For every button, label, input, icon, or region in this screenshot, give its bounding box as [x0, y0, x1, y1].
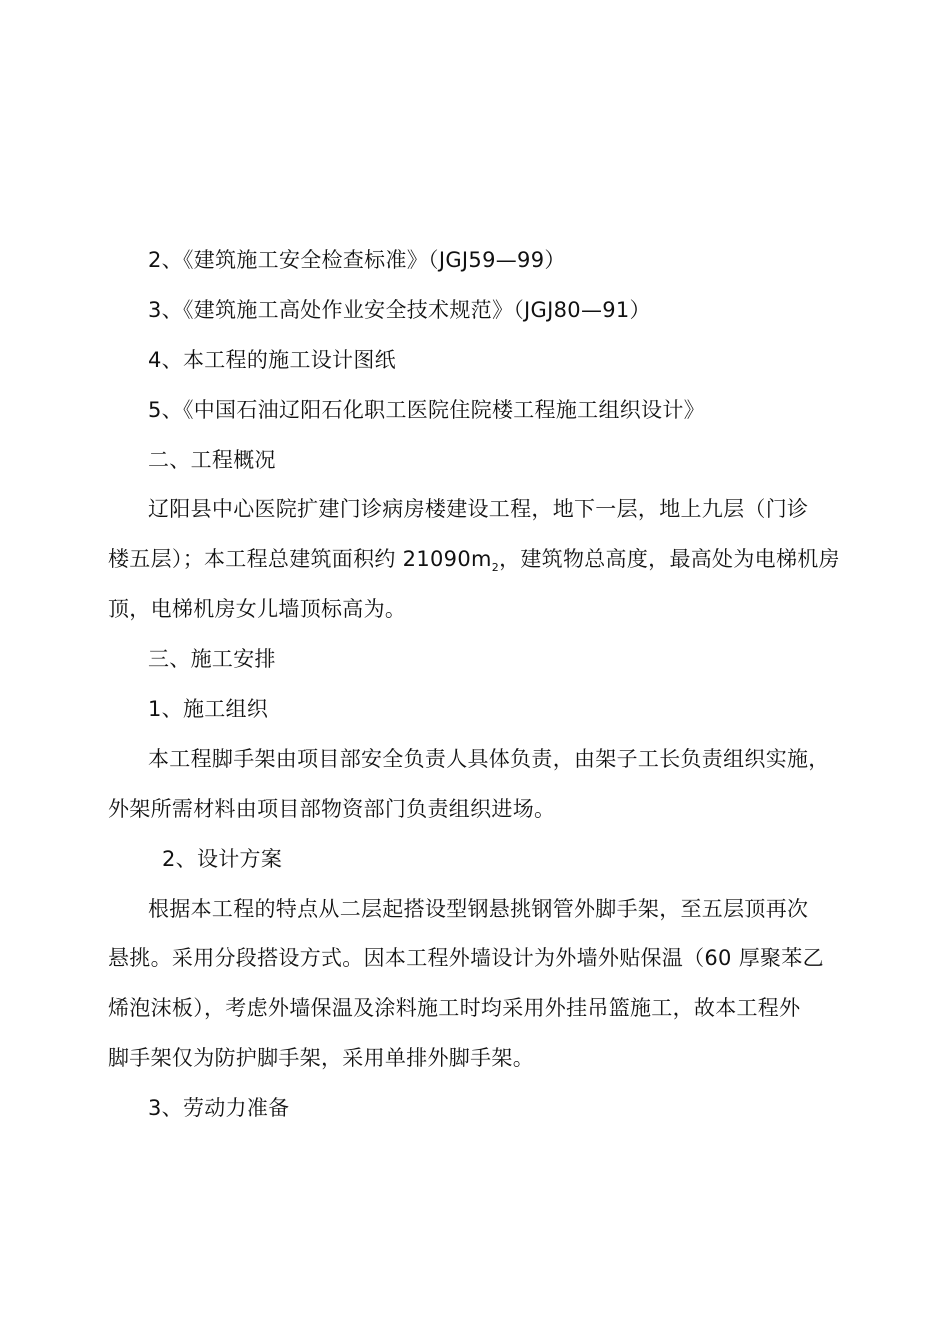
reference-item-3: 3、《建筑施工高处作业安全技术规范》（JGJ80—91）	[148, 298, 651, 322]
design-paragraph-line-1: 根据本工程的特点从二层起搭设型钢悬挑钢管外脚手架，至五层顶再次	[148, 897, 809, 921]
subheading-design-scheme: 2、设计方案	[162, 847, 283, 871]
overview-paragraph-line-2	[108, 546, 840, 581]
design-paragraph-line-2: 悬挑。采用分段搭设方式。因本工程外墙设计为外墙外贴保温（60 厚聚苯乙	[108, 946, 824, 970]
design-paragraph-line-3: 烯泡沫板），考虑外墙保温及涂料施工时均采用外挂吊篮施工，故本工程外	[108, 996, 801, 1020]
area-unit: m	[470, 547, 492, 571]
reference-item-4: 4、本工程的施工设计图纸	[148, 348, 396, 372]
section-heading-construction-arrangement: 三、施工安排	[148, 647, 276, 671]
reference-item-5: 5、《中国石油辽阳石化职工医院住院楼工程施工组织设计》	[148, 398, 705, 422]
overview-paragraph-line-1: 辽阳县中心医院扩建门诊病房楼建设工程，地下一层，地上九层（门诊	[148, 497, 809, 521]
subheading-construction-organization: 1、施工组织	[148, 697, 269, 721]
design-paragraph-line-4: 脚手架仅为防护脚手架，采用单排外脚手架。	[108, 1046, 534, 1070]
section-heading-project-overview: 二、工程概况	[148, 448, 276, 472]
overview-text-before-unit: 楼五层）；本工程总建筑面积约 21090	[108, 547, 471, 571]
organization-paragraph-line-2: 外架所需材料由项目部物资部门负责组织进场。	[108, 797, 556, 821]
overview-paragraph-line-3: 顶，电梯机房女儿墙顶标高为。	[108, 597, 407, 621]
area-unit-subscript: 2	[491, 561, 500, 575]
overview-text-after-unit: ，建筑物总高度，最高处为电梯机房	[499, 547, 840, 571]
organization-paragraph-line-1: 本工程脚手架由项目部安全负责人具体负责，由架子工长负责组织实施，	[148, 747, 830, 771]
reference-item-2: 2、《建筑施工安全检查标准》（JGJ59—99）	[148, 248, 566, 272]
subheading-labor-preparation: 3、劳动力准备	[148, 1096, 290, 1120]
